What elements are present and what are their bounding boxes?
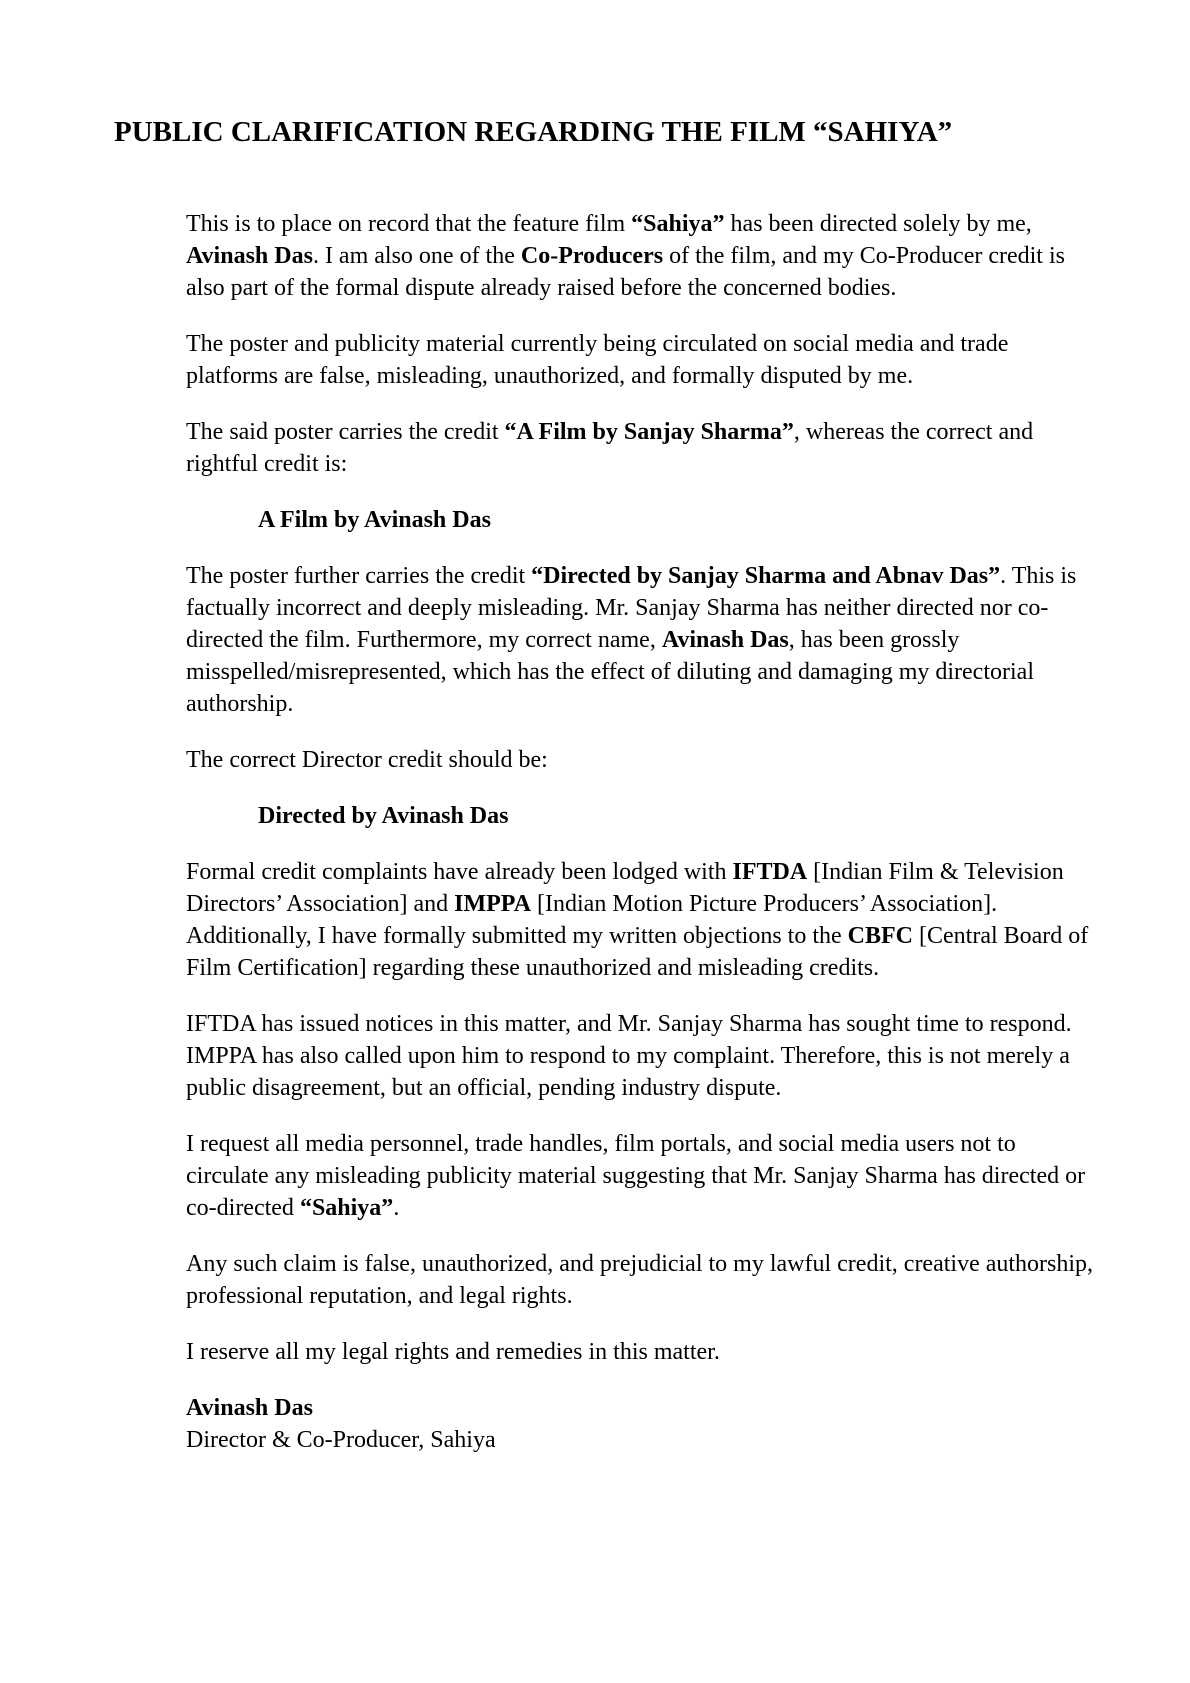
- bold-text: CBFC: [847, 923, 913, 949]
- paragraph-text: , whereas the correct and rightful credit is:: [186, 419, 1034, 477]
- document-title: PUBLIC CLARIFICATION REGARDING THE FILM “SAHIYA”: [114, 116, 953, 148]
- paragraph-text: Formal credit complaints have already been lodged with: [186, 859, 733, 885]
- paragraph: [186, 1248, 1096, 1312]
- paragraph: [186, 744, 1096, 776]
- paragraph-text: The said poster carries the credit: [186, 419, 505, 445]
- signature-name: Avinash Das: [186, 1395, 313, 1421]
- paragraph-text: This is to place on record that the feature film: [186, 211, 632, 237]
- document-body: [186, 208, 1096, 1456]
- paragraph: [186, 328, 1096, 392]
- bold-text: “Directed by Sanjay Sharma and Abnav Das”: [531, 563, 1001, 589]
- paragraph-text: A Film by Avinash Das: [258, 507, 491, 533]
- paragraph: [186, 1008, 1096, 1104]
- paragraph-text: Directed by Avinash Das: [258, 803, 509, 829]
- paragraph-text: [Indian Motion Picture Producers’ Association]. Additionally, I have formally submitted my written objections to the: [186, 891, 998, 949]
- paragraph-text: I request all media personnel, trade handles, film portals, and social media users not to circulate any misleading publicity material suggesting that Mr. Sanjay Sharma has directed or co-directed: [186, 1131, 1086, 1221]
- paragraph: [186, 208, 1096, 304]
- paragraph-text: Any such claim is false, unauthorized, and prejudicial to my lawful credit, creative authorship, professional reputation, and legal rights.: [186, 1251, 1094, 1309]
- bold-text: Avinash Das: [186, 243, 313, 269]
- signature-role: Director & Co-Producer, Sahiya: [186, 1427, 496, 1453]
- paragraph: [186, 504, 1096, 536]
- bold-text: “Sahiya”: [631, 211, 725, 237]
- paragraph-text: . I am also one of the: [312, 243, 521, 269]
- paragraph-text: , has been grossly misspelled/misrepresented, which has the effect of diluting and damaging my directorial authorship.: [186, 627, 1034, 717]
- signature-block: [186, 1392, 1096, 1456]
- paragraph-list: [186, 208, 1096, 1368]
- paragraph: [186, 1336, 1096, 1368]
- paragraph-text: has been directed solely by me,: [724, 211, 1032, 237]
- paragraph: [186, 416, 1096, 480]
- paragraph-text: The poster further carries the credit: [186, 563, 532, 589]
- paragraph: [186, 856, 1096, 984]
- paragraph: [186, 560, 1096, 720]
- paragraph-text: [Indian Film & Television Directors’ Association] and: [186, 859, 1064, 917]
- paragraph-text: IFTDA has issued notices in this matter, and Mr. Sanjay Sharma has sought time to respond. IMPPA has also called upon him to respond to my complaint. Therefore, this is not merely a public disagreement, but an official, pending industry dispute.: [186, 1011, 1072, 1101]
- paragraph: [186, 800, 1096, 832]
- bold-text: IMPPA: [454, 891, 532, 917]
- paragraph: [186, 1128, 1096, 1224]
- paragraph-text: I reserve all my legal rights and remedies in this matter.: [186, 1339, 720, 1365]
- paragraph-text: .: [393, 1195, 400, 1221]
- bold-text: “A Film by Sanjay Sharma”: [504, 419, 794, 445]
- bold-text: Co-Producers: [520, 243, 664, 269]
- bold-text: “Sahiya”: [299, 1195, 394, 1221]
- bold-text: IFTDA: [732, 859, 808, 885]
- paragraph-text: The correct Director credit should be:: [186, 747, 548, 773]
- paragraph-text: The poster and publicity material currently being circulated on social media and trade platforms are false, misleading, unauthorized, and formally disputed by me.: [186, 331, 1009, 389]
- paragraph-text: of the film, and my Co-Producer credit is also part of the formal dispute already raised before the concerned bodies.: [186, 243, 1065, 301]
- paragraph-text: . This is factually incorrect and deeply misleading. Mr. Sanjay Sharma has neither directed nor co-directed the film. Furthermore, my correct name,: [186, 563, 1077, 653]
- paragraph-text: [Central Board of Film Certification] regarding these unauthorized and misleading credits.: [186, 923, 1089, 981]
- bold-text: Avinash Das: [661, 627, 789, 653]
